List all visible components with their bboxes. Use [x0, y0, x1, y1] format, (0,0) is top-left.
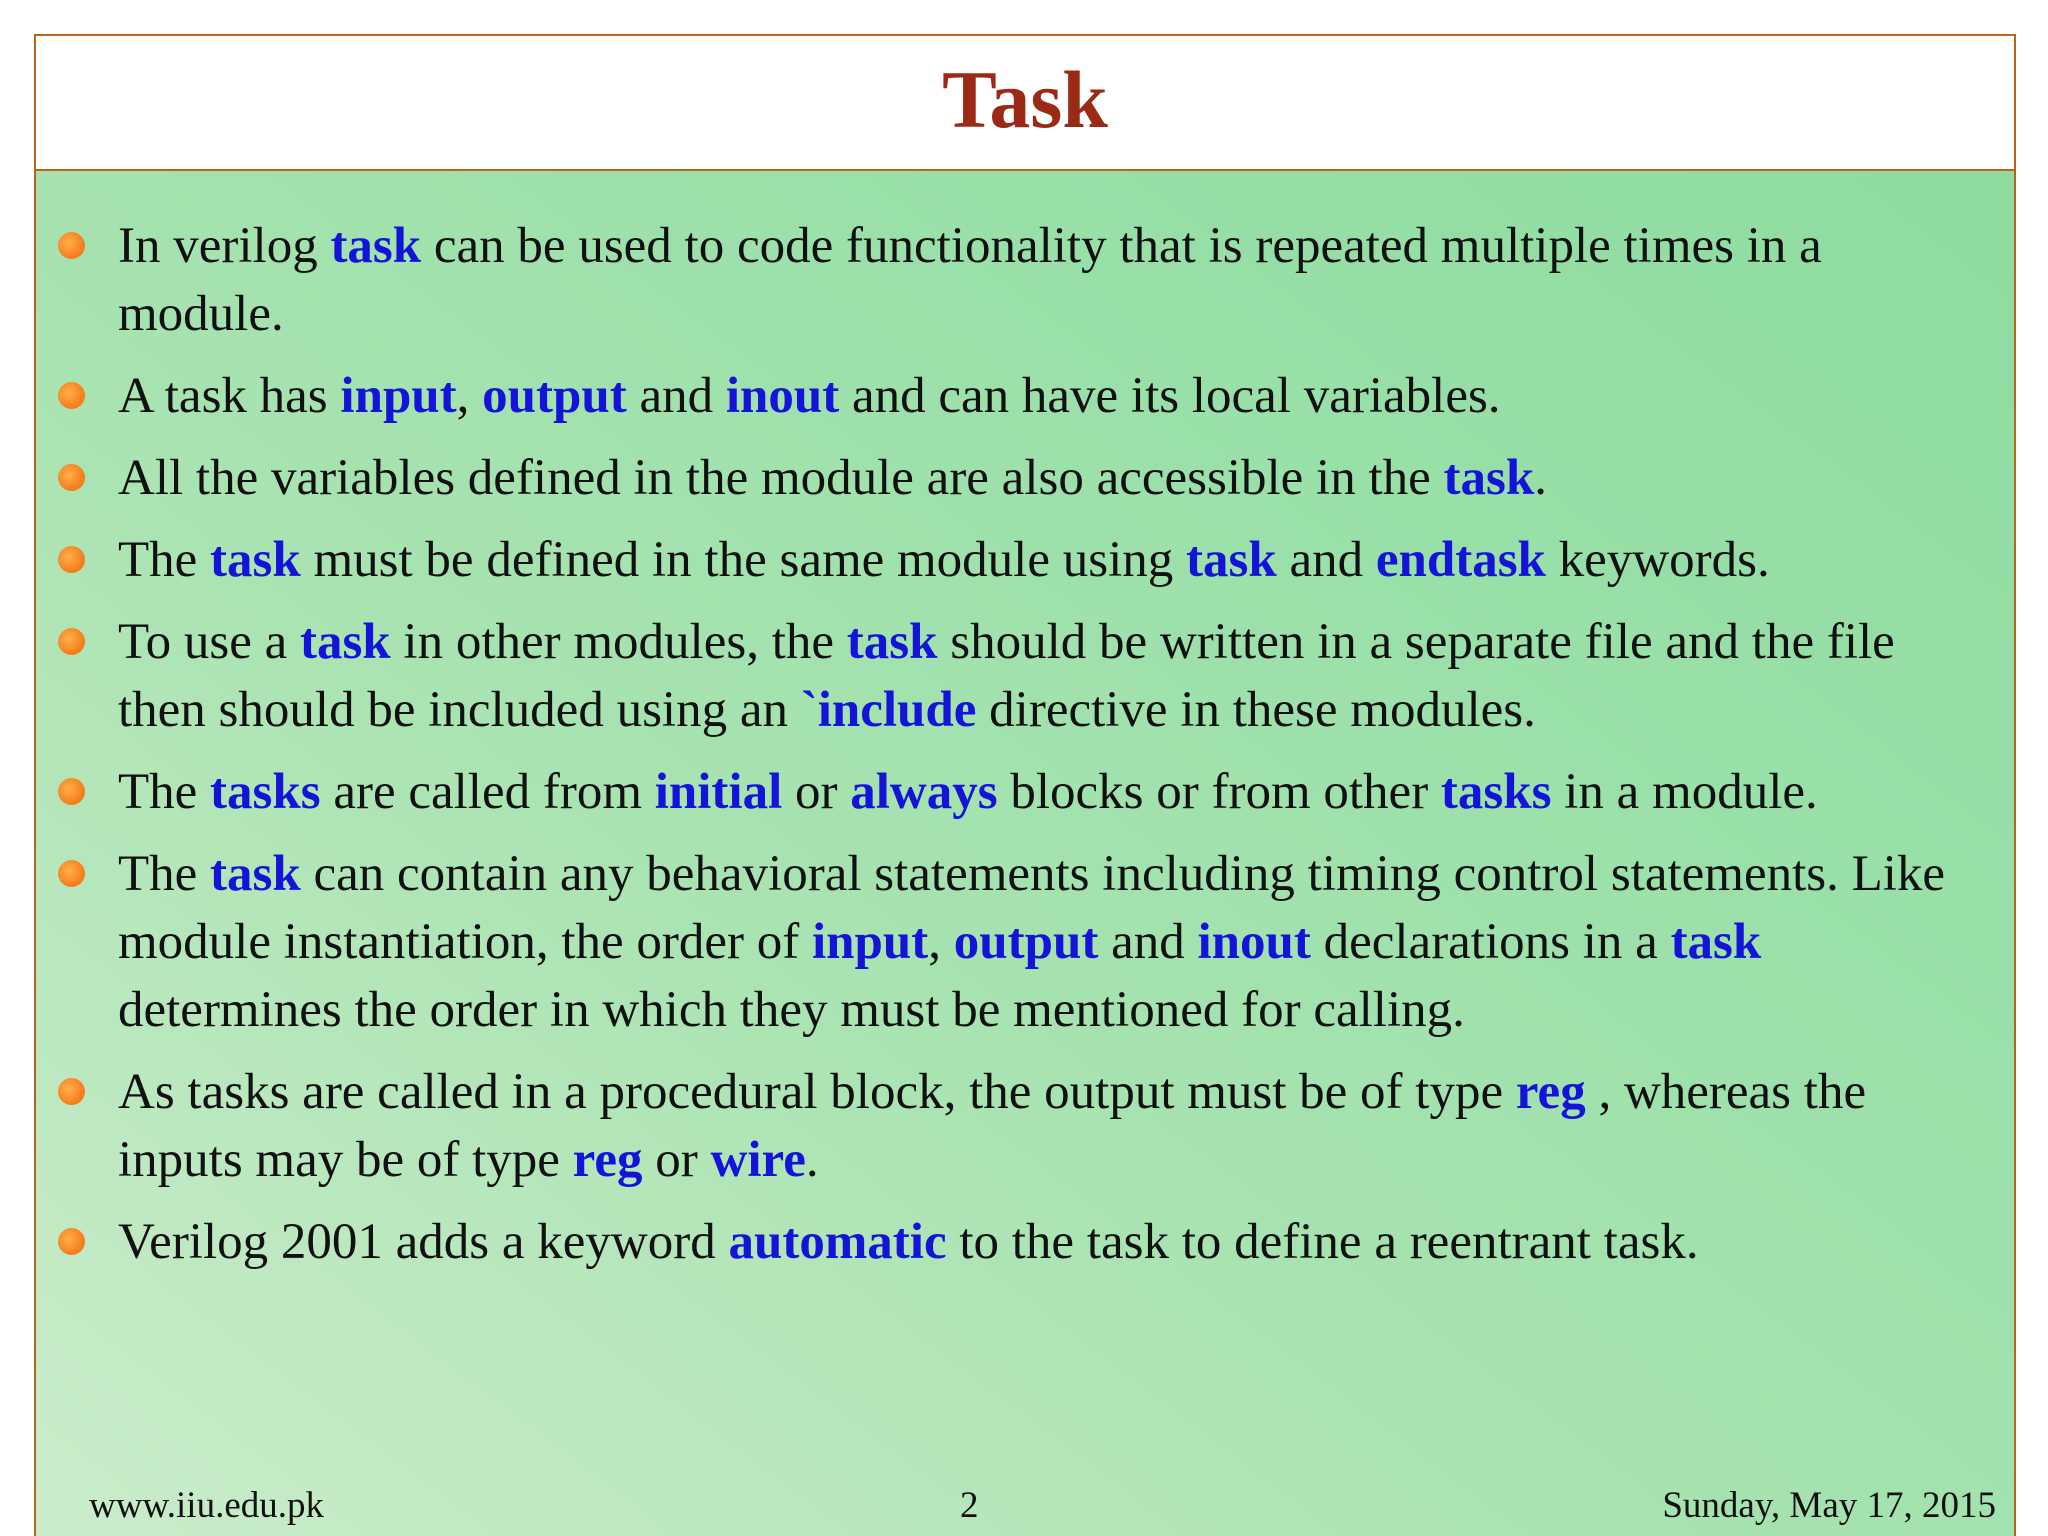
bullet-dot-icon	[58, 628, 85, 655]
bullet-text: and	[1098, 914, 1198, 970]
bullet-text: in a module.	[1551, 764, 1818, 820]
keyword: tasks	[210, 764, 321, 820]
slide	[34, 34, 2016, 1536]
bullet-text: ,	[928, 914, 954, 970]
bullet-text: or	[642, 1132, 711, 1188]
bullet-text: .	[1534, 450, 1547, 506]
bullet-dot-icon	[58, 1228, 85, 1255]
bullet-list	[36, 212, 2014, 1290]
keyword: task	[1670, 914, 1762, 970]
title-bar	[36, 36, 2014, 171]
keyword: output	[482, 368, 627, 424]
bullet-text: directive in these modules.	[976, 682, 1536, 738]
bullet-text: can contain any behavioral statements including timing control statements. Like module instantiation, the order of	[118, 846, 1946, 970]
bullet-text: blocks or from other	[997, 764, 1441, 820]
keyword: inout	[1197, 914, 1311, 970]
bullet-item	[36, 608, 2014, 744]
keyword: task	[330, 218, 422, 274]
bullet-text: A task has	[118, 368, 341, 424]
keyword: task	[299, 614, 391, 670]
bullet-text: keywords.	[1545, 532, 1770, 588]
bullet-text: .	[805, 1132, 819, 1188]
bullet-text: should be written in a separate file and the file then should be included using an	[118, 614, 1895, 738]
slide-title: Task	[942, 54, 1108, 145]
bullet-dot-icon	[58, 382, 85, 409]
bullet-text: determines the order in which they must be mentioned for calling.	[118, 982, 1465, 1038]
footer-page-number: 2	[960, 1485, 979, 1526]
bullet-item	[36, 526, 2014, 594]
keyword: task	[210, 532, 301, 588]
bullet-dot-icon	[58, 464, 85, 491]
keyword: task	[210, 846, 301, 902]
bullet-text: The	[118, 532, 211, 588]
bullet-item	[36, 1058, 2014, 1194]
bullet-text: in other modules, the	[390, 614, 847, 670]
keyword: input	[340, 368, 457, 424]
bullet-text: The	[118, 764, 211, 820]
bullet-text: ,	[456, 368, 483, 424]
keyword: task	[846, 614, 938, 670]
bullet-item	[36, 362, 2014, 430]
bullet-text: are called from	[320, 764, 655, 820]
bullet-item	[36, 212, 2014, 348]
bullet-text: and	[1276, 532, 1376, 588]
bullet-text: and can have its local variables.	[839, 368, 1501, 424]
bullet-dot-icon	[58, 778, 85, 805]
bullet-text: , whereas the inputs may be of type	[118, 1064, 1867, 1188]
bullet-text: declarations in a	[1310, 914, 1671, 970]
bullet-dot-icon	[58, 1078, 85, 1105]
keyword: initial	[654, 764, 783, 820]
keyword: task	[1186, 532, 1277, 588]
bullet-text: can be used to code functionality that is repeated multiple times in a module.	[118, 218, 1822, 342]
keyword: `include	[800, 682, 977, 738]
keyword: task	[1443, 450, 1535, 506]
bullet-item	[36, 840, 2014, 1044]
keyword: automatic	[728, 1214, 947, 1270]
bullet-dot-icon	[58, 860, 85, 887]
keyword: reg	[572, 1132, 643, 1188]
bullet-text: to the task to define a reentrant task.	[946, 1214, 1699, 1270]
keyword: endtask	[1375, 532, 1546, 588]
keyword: tasks	[1440, 764, 1552, 820]
bullet-item	[36, 1208, 2014, 1276]
bullet-text: As tasks are called in a procedural block, the output must be of type	[118, 1064, 1516, 1120]
bullet-text: and	[626, 368, 726, 424]
bullet-text: The	[118, 846, 211, 902]
bullet-text: In verilog	[118, 218, 331, 274]
footer-website: www.iiu.edu.pk	[89, 1485, 324, 1526]
bullet-item	[36, 758, 2014, 826]
bullet-text: To use a	[118, 614, 300, 670]
keyword: always	[850, 764, 998, 820]
keyword: wire	[710, 1132, 806, 1188]
bullet-dot-icon	[58, 232, 85, 259]
bullet-text: All the variables defined in the module are also accessible in the	[118, 450, 1444, 506]
bullet-text: or	[782, 764, 851, 820]
keyword: input	[812, 914, 929, 970]
keyword: reg	[1515, 1064, 1586, 1120]
bullet-text: Verilog 2001 adds a keyword	[118, 1214, 729, 1270]
keyword: inout	[725, 368, 840, 424]
bullet-item	[36, 444, 2014, 512]
bullet-dot-icon	[58, 546, 85, 573]
footer-date: Sunday, May 17, 2015	[1662, 1485, 1996, 1526]
keyword: output	[953, 914, 1099, 970]
bullet-text: must be defined in the same module using	[300, 532, 1187, 588]
